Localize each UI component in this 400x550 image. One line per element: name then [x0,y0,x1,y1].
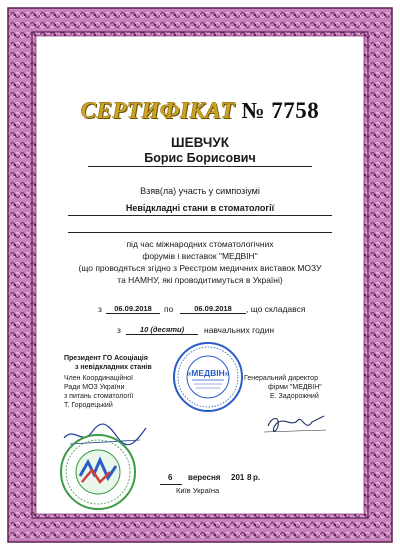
certificate-number-prefix: № [241,98,265,123]
hours-suffix: навчальних годин [204,325,275,335]
forum-line-3: (що проводяться згідно з Реєстром медичних виставок МОЗУ [78,263,322,273]
issue-day-underline [160,484,182,485]
recipient-given-names: Борис Борисович [144,151,256,165]
forum-line-2: форумів і виставок "МЕДВІН" [142,251,258,261]
seal-center-text: «МЕДВІН» [186,368,230,378]
to-label: по [164,304,174,314]
certificate-title [0,98,400,124]
issue-month: вересня [188,473,221,482]
left-signer-line-2: з невідкладних станів [75,364,152,371]
left-signer-line-5: з питань стоматології [64,393,134,400]
left-signer-line-1: Президент ГО Асоціація [64,355,148,362]
issue-year-prefix: 201 [231,473,245,482]
right-signer-line-2: фірми "МЕДВІН" [268,384,322,391]
left-signer-line-6: Т. Городецький [64,402,113,409]
forum-line-4: та НАМНУ, які проводитимуться в Україні) [117,275,283,285]
certificate-word: СЕРТИФІКАТ [80,98,236,123]
date-from: 06.09.2018 [106,304,160,314]
issue-year-suffix: 8 [247,473,252,482]
issue-day: 6 [168,473,173,482]
from-label: з [98,304,102,314]
name-underline [88,166,312,167]
event-underline [68,215,332,216]
participation-text: Взяв(ла) участь у симпозіумі [140,186,260,196]
issue-year-label: р. [253,473,261,482]
right-signature [262,410,330,438]
event-name: Невідкладні стани в стоматології [125,203,275,213]
issue-city: Київ Україна [176,486,220,495]
blank-line [68,232,332,233]
right-signer-line-1: Генеральний директор [244,375,318,382]
medvin-seal [171,340,245,414]
forum-line-1: під час міжнародних стоматологічних [126,239,274,249]
recipient-surname: ШЕВЧУК [171,135,229,150]
hours-prefix: з [117,325,121,335]
date-to: 06.09.2018 [180,304,246,314]
right-signer-line-3: Е. Задорожний [270,393,319,400]
left-signer-line-4: Ради МОЗ України [64,384,125,391]
left-signer-line-3: Член Координаційної [64,375,133,382]
association-seal [58,432,138,512]
certificate-number: 7758 [271,98,320,123]
duration-text: , що складався [246,304,306,314]
hours-value: 10 (десяти) [126,325,198,335]
